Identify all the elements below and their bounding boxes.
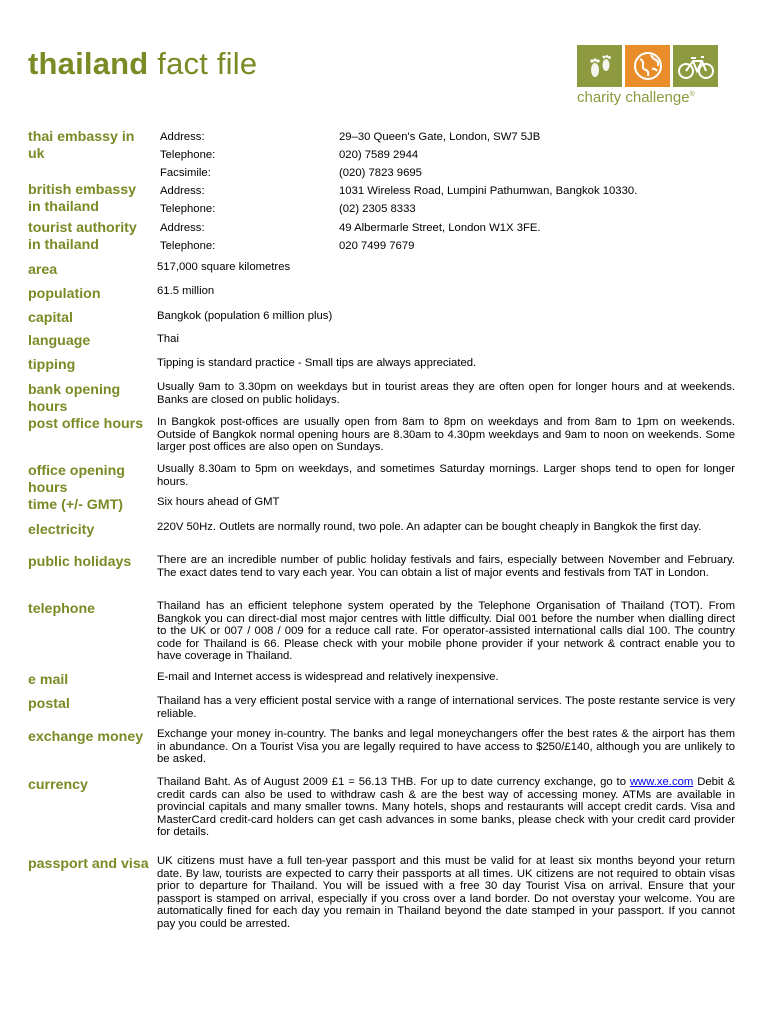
value-tipping: Tipping is standard practice - Small tips are always appreciated. xyxy=(157,357,477,369)
value-public-holidays: There are an incredible number of public holiday festivals and fairs, especially between November and February. The exact dates tend to vary each year. You can obtain a list of major events and festivals from TAT in London. xyxy=(157,554,735,579)
embassy-telephone-row: Telephone: 020) 7589 2944 xyxy=(160,149,419,161)
value-electricity: 220V 50Hz. Outlets are normally round, two pole. An adapter can be bought cheaply in Bangkok the first day. xyxy=(157,521,702,533)
bicycle-icon xyxy=(673,45,718,87)
label-passport-visa: passport and visa xyxy=(28,856,149,872)
label-currency: currency xyxy=(28,777,88,793)
value-email: E-mail and Internet access is widespread and relatively inexpensive. xyxy=(157,671,499,683)
charity-challenge-logo xyxy=(577,45,727,113)
tourist-address-row: Address: 49 Albermarle Street, London W1X 3FE. xyxy=(160,222,541,234)
british-embassy-details xyxy=(160,182,637,218)
value-postal: Thailand has a very efficient postal service with a range of international services. The poste restante service is very reliable. xyxy=(157,695,735,720)
label-email: e mail xyxy=(28,672,69,688)
footprints-icon xyxy=(577,45,622,87)
value-post-office-hours: In Bangkok post-offices are usually open from 8am to 8pm on weekdays and from 8am to 1pm on weekends. Outside of Bangkok normal opening hours are 8.30am to 4.30pm weekdays and 9am to noon on weekends. Some larger post offices are also open on Sundays. xyxy=(157,416,735,454)
label-language: language xyxy=(28,333,91,349)
value-bank-hours: Usually 9am to 3.30pm on weekdays but in tourist areas they are often open for longer hours and at weekends. Banks are closed on public holidays. xyxy=(157,381,735,406)
embassy-details xyxy=(160,128,540,182)
value-exchange-money: Exchange your money in-country. The banks and legal moneychangers offer the best rates & the airport has them in abundance. On a Tourist Visa you are legally required to have access to $250/£140, although you are unlikely to be asked. xyxy=(157,728,735,766)
value-language: Thai xyxy=(157,333,179,345)
logo-text: charity challenge® xyxy=(577,89,695,106)
title-bold: thailand xyxy=(28,46,149,81)
label-post-office-hours: post office hours xyxy=(28,416,144,432)
tourist-telephone-row: Telephone: 020 7499 7679 xyxy=(160,240,415,252)
embassy-facsimile-row: Facsimile: (020) 7823 9695 xyxy=(160,167,422,179)
label-tourist-authority: tourist authority in thailand xyxy=(28,220,137,253)
label-thai-embassy: thai embassy in uk xyxy=(28,129,135,162)
label-population: population xyxy=(28,286,101,302)
xe-com-link[interactable]: www.xe.com xyxy=(629,776,694,788)
label-electricity: electricity xyxy=(28,522,95,538)
value-capital: Bangkok (population 6 million plus) xyxy=(157,310,333,322)
label-area: area xyxy=(28,262,58,278)
label-public-holidays: public holidays xyxy=(28,554,132,570)
label-postal: postal xyxy=(28,696,70,712)
label-office-hours: office opening hours xyxy=(28,463,125,496)
currency-text-before: Thailand Baht. As of August 2009 £1 = 56.13 THB. For up to date currency exchange, go to xyxy=(157,776,630,788)
value-population: 61.5 million xyxy=(157,285,215,297)
label-telephone: telephone xyxy=(28,601,96,617)
label-exchange-money: exchange money xyxy=(28,729,144,745)
label-british-embassy: british embassy in thailand xyxy=(28,182,137,215)
label-capital: capital xyxy=(28,310,73,326)
label-bank-hours: bank opening hours xyxy=(28,382,121,415)
british-telephone-row: Telephone: (02) 2305 8333 xyxy=(160,203,416,215)
value-currency xyxy=(157,776,735,839)
currency-text-after: Debit & credit cards can also be used to withdraw cash & are the best way of accessing money. ATMs are available in provincial capitals and many smaller towns. Many hotels, shops and restaurants will accept credit cards. Visa and MasterCard credit-card holders can get cash advances in some banks, please check with your credit card provider for details. xyxy=(157,776,736,839)
globe-icon xyxy=(625,45,670,87)
tourist-authority-details xyxy=(160,219,541,255)
value-time: Six hours ahead of GMT xyxy=(157,496,280,508)
value-area: 517,000 square kilometres xyxy=(157,261,291,273)
label-time: time (+/- GMT) xyxy=(28,497,123,513)
label-tipping: tipping xyxy=(28,357,76,373)
british-address-row: Address: 1031 Wireless Road, Lumpini Pathumwan, Bangkok 10330. xyxy=(160,185,638,197)
value-passport-visa: UK citizens must have a full ten-year passport and this must be valid for at least six months beyond your return date. By law, tourists are expected to carry their passports at all times. UK citizens are not required to obtain visas prior to departure for Thailand. You will be issued with a free 30 day Tourist Visa on arrival. Ensure that your passport is stamped on arrival, especially if you cross over a land border. Do not overstay your welcome. You are automatically fined for each day you remain in Thailand beyond the date stamped in your passport. If you cannot pay you could be arrested. xyxy=(157,855,735,930)
value-telephone: Thailand has an efficient telephone system operated by the Telephone Organisation of Thailand (TOT). From Bangkok you can direct-dial most major centres with little difficulty. Dial 001 before the number when dialling direct to the UK or 007 / 008 / 009 for a reduce call rate. For operator-assisted international calls dial 100. The country code for Thailand is 66. Please check with your mobile phone provider if your network & contract enable you to have coverage in Thailand. xyxy=(157,600,735,663)
embassy-address-row: Address: 29–30 Queen's Gate, London, SW7 5JB xyxy=(160,131,541,143)
value-office-hours: Usually 8.30am to 5pm on weekdays, and sometimes Saturday mornings. Larger shops tend to open for longer hours. xyxy=(157,463,735,488)
page-title xyxy=(28,46,257,82)
title-rest: fact file xyxy=(148,46,258,81)
